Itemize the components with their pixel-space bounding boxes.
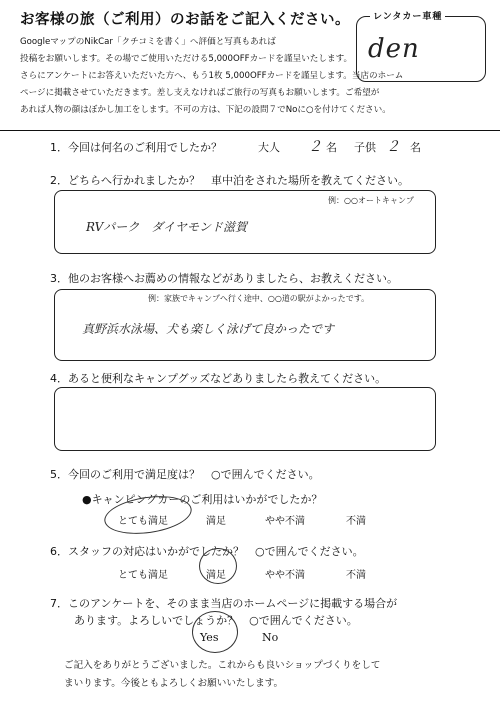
rental-car-label: レンタカー車種 bbox=[370, 9, 445, 22]
q3-text: 3．他のお客様へお薦めの情報などがありましたら、お教えください。 bbox=[50, 272, 398, 285]
q7-text-line2: あります。よろしいでしょうか？ ○で囲んでください。 bbox=[74, 614, 358, 627]
page-title: お客様の旅（ご利用）のお話をご記入ください。 bbox=[20, 12, 350, 28]
footer-thanks bbox=[64, 657, 380, 693]
q1-text: 1．今回は何名のご利用でしたか？ bbox=[50, 141, 222, 154]
q5-option-very-satisfied[interactable]: とても満足 bbox=[118, 516, 168, 527]
q5-option-somewhat-dissatisfied[interactable]: やや不満 bbox=[265, 516, 305, 527]
intro-line: さらにアンケートにお答えいただいた方へ、もう1枚 5,000OFFカードを謹呈します。当店のホーム bbox=[20, 71, 404, 81]
q7-option-no[interactable]: No bbox=[262, 631, 279, 644]
intro-line: 投稿をお願いします。その場でご使用いただける5,000OFFカードを謹呈いたします。 bbox=[20, 54, 353, 64]
q1-adult-label: 大人 bbox=[258, 141, 280, 154]
q1-child-value[interactable]: ２ bbox=[386, 139, 400, 155]
divider bbox=[0, 130, 500, 131]
q2-example: 例：○○オートキャンプ bbox=[328, 196, 414, 205]
q3-example: 例：家族でキャンプへ行く途中、○○道の駅がよかったです。 bbox=[148, 294, 370, 303]
q1-adult-value[interactable]: ２ bbox=[308, 139, 322, 155]
q7-selection-circle bbox=[192, 611, 238, 653]
intro-line: ページに掲載させていただきます。差し支えなければご旅行の写真もお願いします。ご希望が bbox=[20, 88, 380, 98]
q1-child-label: 子供 bbox=[354, 141, 376, 154]
q5-subquestion: ●キャンピングカーのご利用はいかがでしたか？ bbox=[82, 493, 323, 506]
q5-text: 5．今回のご利用で満足度は？ ○で囲んでください。 bbox=[50, 468, 320, 481]
q6-option-dissatisfied[interactable]: 不満 bbox=[346, 570, 366, 581]
footer-line: ご記入をありがとうございました。これからも良いショップづくりをして bbox=[64, 660, 381, 671]
q6-option-somewhat-dissatisfied[interactable]: やや不満 bbox=[265, 570, 305, 581]
q6-text: 6．スタッフの対応はいかがでしたか？ ○で囲んでください。 bbox=[50, 545, 364, 558]
q5-option-dissatisfied[interactable]: 不満 bbox=[346, 516, 366, 527]
intro-line: GoogleマップのNikCar「クチコミを書く」へ評価と写真もあれば bbox=[20, 37, 276, 47]
rental-car-value: den bbox=[368, 34, 420, 64]
q7-option-yes[interactable]: Yes bbox=[200, 631, 219, 644]
q6-option-very-satisfied[interactable]: とても満足 bbox=[118, 570, 168, 581]
q6-selection-circle bbox=[199, 548, 237, 584]
q2-answer: RVパーク ダイヤモンド滋賀 bbox=[86, 220, 248, 234]
q7-text-line1: 7．このアンケートを、そのまま当店のホームページに掲載する場合が bbox=[50, 597, 398, 610]
q1-child-unit: 名 bbox=[410, 141, 421, 154]
q3-answer: 真野浜水泳場、犬も楽しく泳げて良かったです bbox=[82, 322, 335, 336]
q5-option-satisfied[interactable]: 満足 bbox=[206, 516, 226, 527]
q4-text: 4．あると便利なキャンプグッズなどありましたら教えてください。 bbox=[50, 372, 387, 385]
q4-answer-box[interactable] bbox=[54, 387, 436, 451]
footer-line: まいります。今後ともよろしくお願いいたします。 bbox=[64, 678, 284, 689]
q2-text: 2．どちらへ行かれましたか？ 車中泊をされた場所を教えてください。 bbox=[50, 174, 409, 187]
q6-option-satisfied[interactable]: 満足 bbox=[206, 570, 226, 581]
intro-line: あれば人物の顔はぼかし加工をします。不可の方は、下記の設問７でNoに○を付けてください。 bbox=[20, 105, 391, 115]
q1-adult-unit: 名 bbox=[326, 141, 337, 154]
